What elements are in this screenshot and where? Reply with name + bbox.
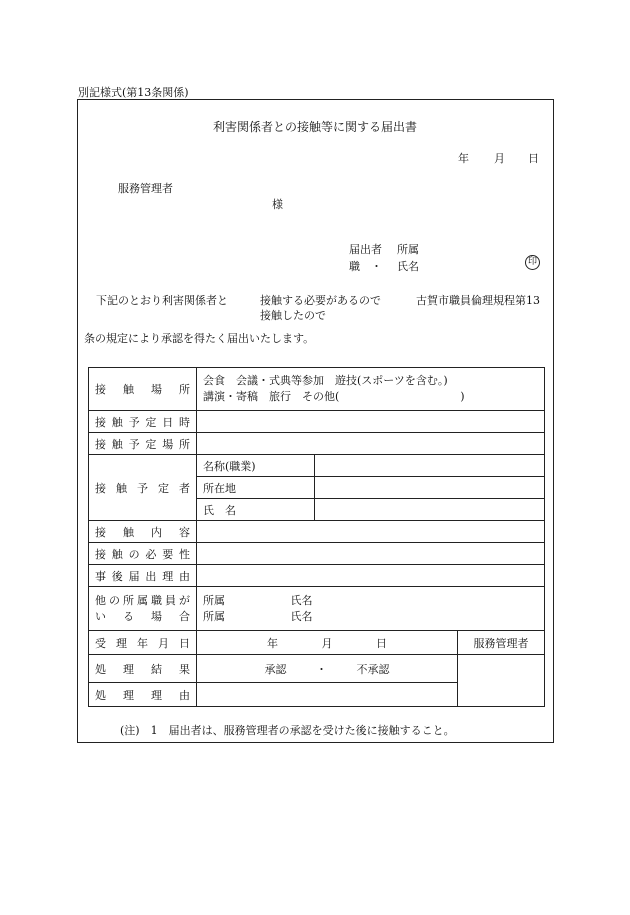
necessity-label: 接触の必要性: [89, 543, 197, 565]
person-name-org-label: 名称(職業): [197, 455, 315, 477]
table-row: [89, 521, 545, 543]
body-text-2: 条の規定により承認を得たく届出いたします。: [84, 332, 315, 345]
document-title: 利害関係者との接触等に関する届出書: [212, 120, 417, 134]
other-staff-row-1: [203, 593, 538, 609]
other-staff-field[interactable]: [197, 587, 545, 631]
table-row: [89, 455, 545, 477]
place-options-2: 講演・寄稿 旅行 その他( ): [203, 390, 465, 403]
body-text-1: 下記のとおり利害関係者と: [96, 294, 228, 307]
reason-label: 処理理由: [89, 683, 197, 707]
other-name-label: 氏名: [290, 593, 313, 607]
body-option-done: 接触したので: [260, 309, 326, 322]
received-year: 年: [267, 636, 278, 650]
table-row: [89, 587, 545, 631]
reason-field[interactable]: [197, 683, 458, 707]
necessity-field[interactable]: [197, 543, 545, 565]
date-day: 日: [528, 152, 539, 165]
result-field[interactable]: [197, 655, 458, 683]
notifier-dept-label: 所属: [397, 243, 419, 256]
other-staff-label-2: いる場合: [95, 609, 190, 623]
result-label: 処理結果: [89, 655, 197, 683]
other-dept-label: 所属: [203, 609, 225, 623]
honorific: 様: [272, 198, 283, 211]
other-staff-label: [89, 587, 197, 631]
person-label: 接触予定者: [89, 455, 197, 521]
person-name-label: 氏 名: [197, 499, 315, 521]
person-name-org-field[interactable]: [315, 455, 545, 477]
post-reason-field[interactable]: [197, 565, 545, 587]
sched-place-field[interactable]: [197, 433, 545, 455]
post-reason-label: 事後届出理由: [89, 565, 197, 587]
manager-label: 服務管理者: [458, 631, 545, 655]
table-row: [89, 565, 545, 587]
other-staff-row-2: [203, 609, 538, 625]
body-option-need: 接触する必要があるので: [260, 294, 381, 307]
notifier-label: 届出者: [349, 243, 382, 256]
disapprove-option: 不承認: [356, 662, 390, 676]
person-address-label: 所在地: [197, 477, 315, 499]
other-name-label: 氏名: [290, 609, 313, 623]
received-label: 受理年月日: [89, 631, 197, 655]
addressee: 服務管理者: [118, 182, 173, 195]
received-date-field[interactable]: [197, 631, 458, 655]
notifier-name-label: 氏名: [397, 260, 419, 273]
table-row: [89, 655, 545, 683]
content-field[interactable]: [197, 521, 545, 543]
footnote: (注) 1 届出者は、服務管理者の承認を受けた後に接触すること。: [120, 724, 455, 737]
other-dept-label: 所属: [203, 593, 225, 607]
table-row: [89, 631, 545, 655]
detail-table: [88, 367, 545, 707]
approve-option: 承認: [264, 662, 287, 676]
sched-date-label: 接触予定日時: [89, 411, 197, 433]
content-label: 接触内容: [89, 521, 197, 543]
received-day: 日: [376, 636, 387, 650]
table-row: [89, 433, 545, 455]
place-options-1: 会食 会議・式典等参加 遊技(スポーツを含む。): [203, 374, 448, 387]
place-label: 接触場所: [89, 368, 197, 411]
sched-date-field[interactable]: [197, 411, 545, 433]
separator-dot: ・: [316, 662, 327, 676]
form-label: 別記様式(第13条関係): [78, 86, 189, 99]
received-month: 月: [321, 636, 333, 650]
other-staff-label-1: 他の所属職員が: [95, 593, 190, 607]
date-month: 月: [494, 152, 505, 165]
manager-seal-field[interactable]: [458, 655, 545, 707]
table-row: [89, 368, 545, 411]
person-address-field[interactable]: [315, 477, 545, 499]
place-options[interactable]: [197, 368, 545, 411]
notifier-position-label: 職 ・: [349, 260, 382, 273]
table-row: [89, 543, 545, 565]
seal-icon: 印: [525, 255, 540, 270]
sched-place-label: 接触予定場所: [89, 433, 197, 455]
table-row: [89, 411, 545, 433]
person-name-field[interactable]: [315, 499, 545, 521]
body-text-regulation: 古賀市職員倫理規程第13: [416, 294, 540, 307]
date-year: 年: [458, 152, 469, 165]
